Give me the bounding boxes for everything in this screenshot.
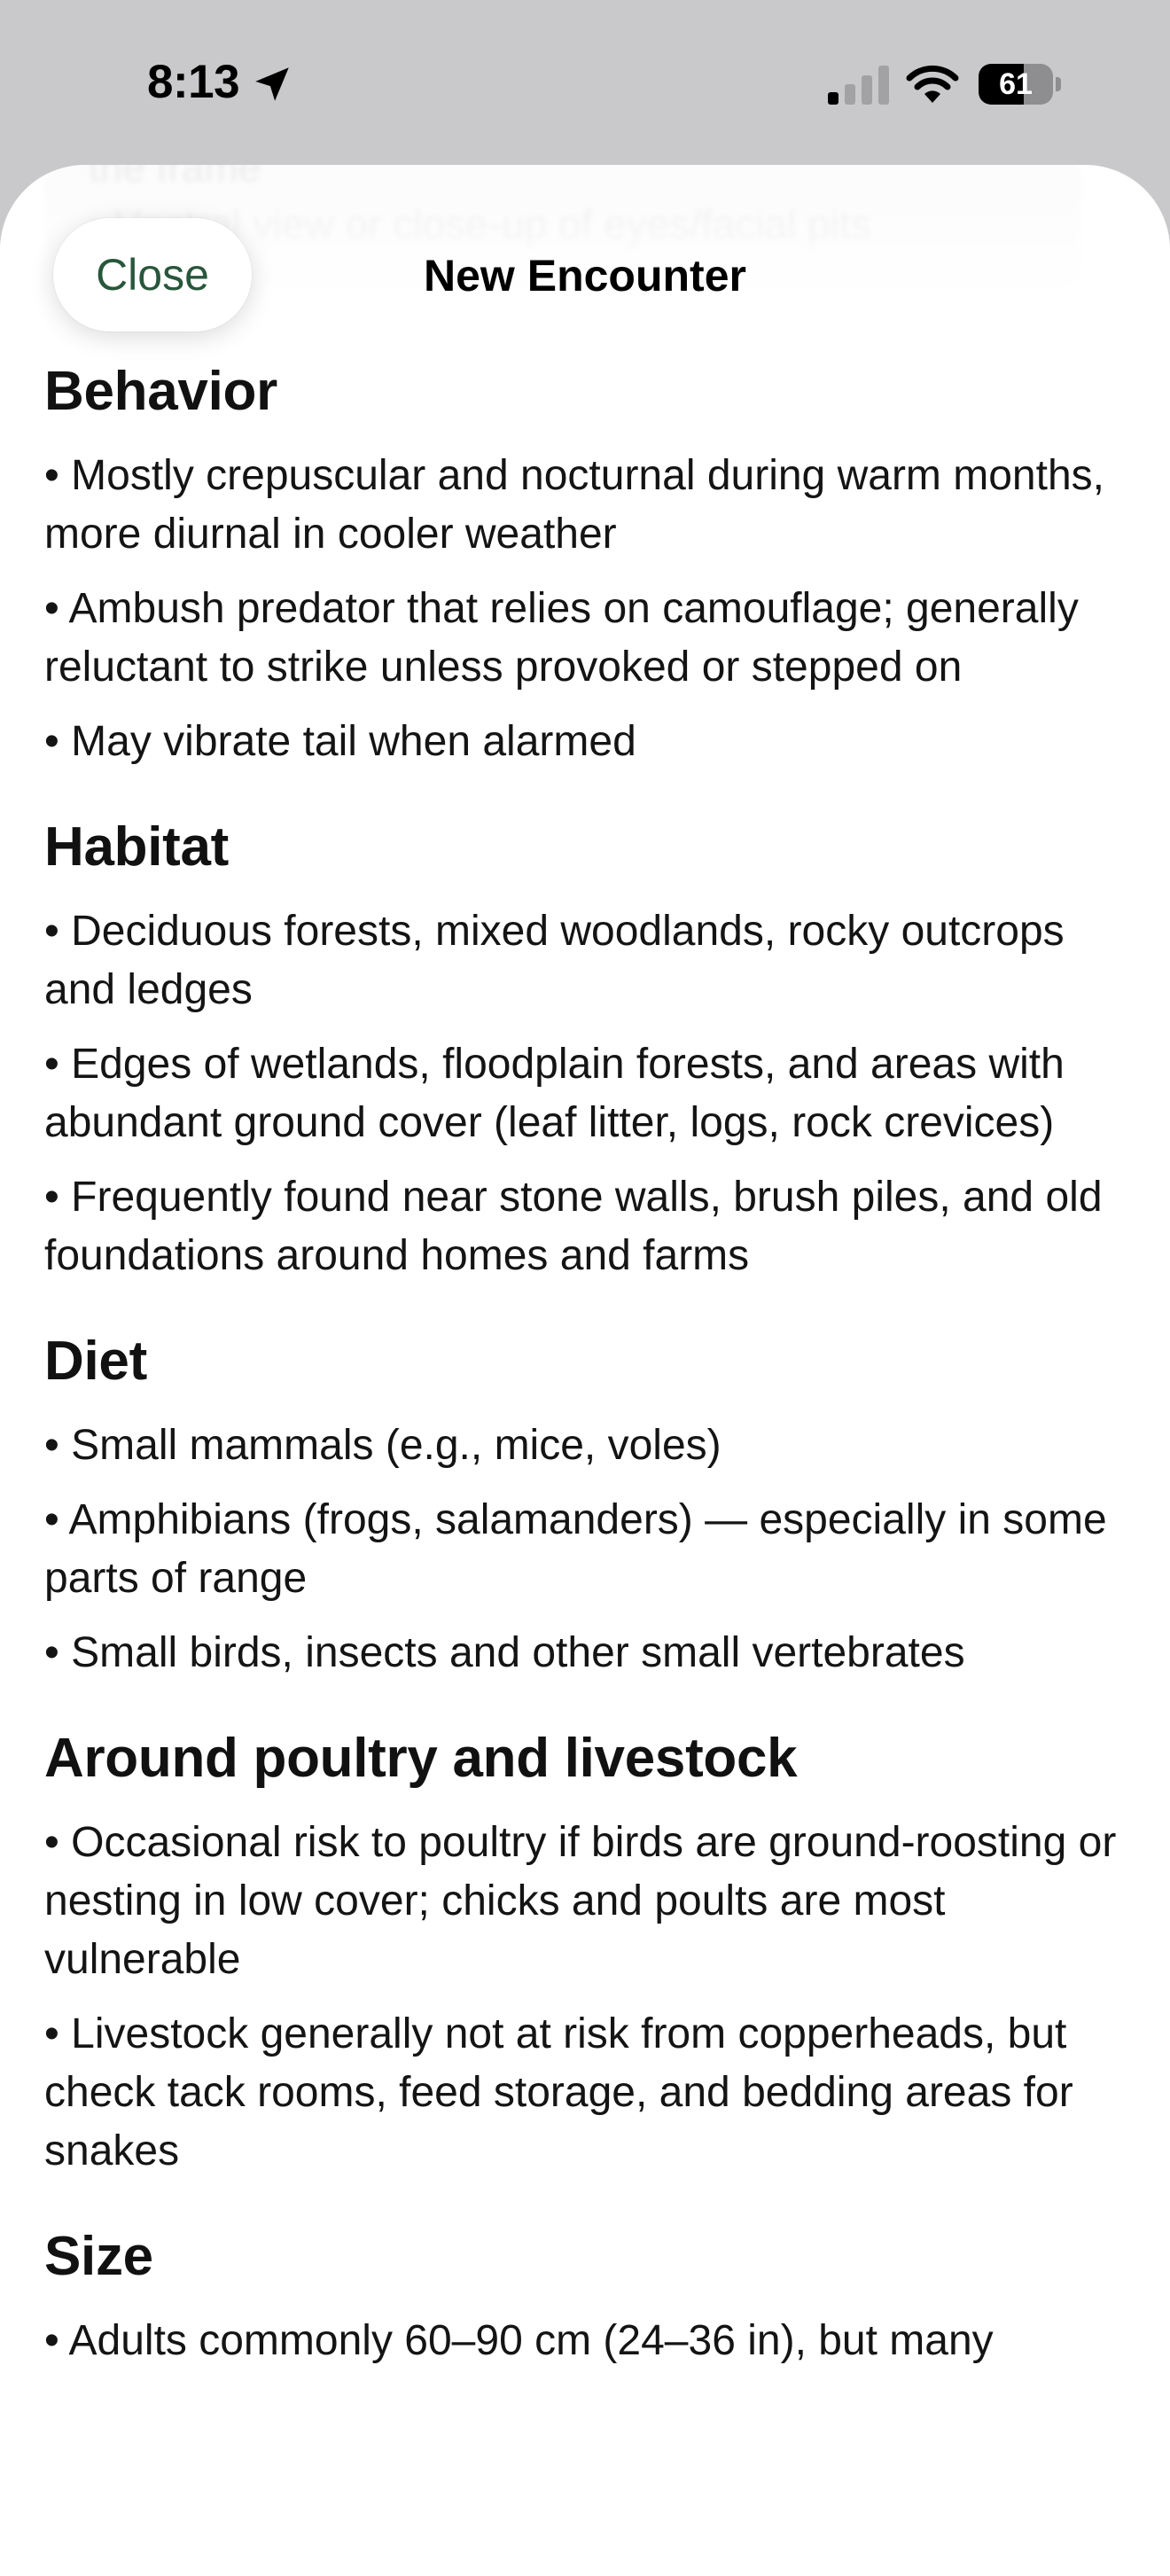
status-bar [0,0,1170,168]
species-info-content[interactable] [44,360,1135,2415]
location-arrow-icon [250,62,294,106]
section-diet [44,1330,1135,1682]
section-heading: Diet [44,1331,147,1392]
bullet-item: • Edges of wetlands, floodplain forests, and areas with abundant ground cover (leaf litter, logs, rock crevices) [44,1041,1065,1146]
bullet-list [44,1417,1135,1682]
status-time: 8:13 [147,56,240,108]
battery-nub [1056,77,1061,91]
section-behavior [44,360,1135,771]
section-habitat [44,816,1135,1285]
bullet-item: • Small birds, insects and other small vertebrates [44,1629,965,1676]
section-heading: Size [44,2226,153,2287]
sheet-header [0,165,1170,378]
battery-level: 61 [999,67,1033,101]
bullet-item: • Adults commonly 60–90 cm (24–36 in), but many [44,2317,994,2364]
wifi-icon [906,62,959,105]
bullet-item: • Ambush predator that relies on camouflage; generally reluctant to strike unless provoked or stepped on [44,585,1079,691]
section-heading: Around poultry and livestock [44,1728,798,1789]
bullet-item: • Deciduous forests, mixed woodlands, rocky outcrops and ledges [44,908,1065,1013]
close-button[interactable]: Close [53,218,252,332]
bullet-list [44,1814,1135,2181]
bullet-item: • Occasional risk to poultry if birds are ground-roosting or nesting in low cover; chicks and poults are most vulnerable [44,1819,1117,1983]
bullet-item: • Frequently found near stone walls, brush piles, and old foundations around homes and farms [44,1174,1103,1279]
bullet-list [44,2312,1135,2370]
battery-body [979,64,1053,105]
battery-icon [979,64,1060,105]
bullet-item: • Small mammals (e.g., mice, voles) [44,1422,722,1469]
encounter-sheet [0,165,1170,2576]
cellular-signal-icon [828,66,890,105]
section-around-poultry-and-livestock [44,1727,1135,2181]
bullet-item: • Livestock generally not at risk from copperheads, but check tack rooms, feed storage, and bedding areas for snakes [44,2010,1073,2174]
bullet-item: • May vibrate tail when alarmed [44,718,636,765]
sheet-title: New Encounter [424,251,746,301]
section-heading: Behavior [44,361,277,422]
bullet-item: • Mostly crepuscular and nocturnal during warm months, more diurnal in cooler weather [44,452,1104,558]
section-size [44,2225,1135,2370]
bullet-list [44,447,1135,771]
bullet-list [44,902,1135,1285]
bullet-item: • Amphibians (frogs, salamanders) — especially in some parts of range [44,1496,1107,1602]
section-heading: Habitat [44,816,230,878]
